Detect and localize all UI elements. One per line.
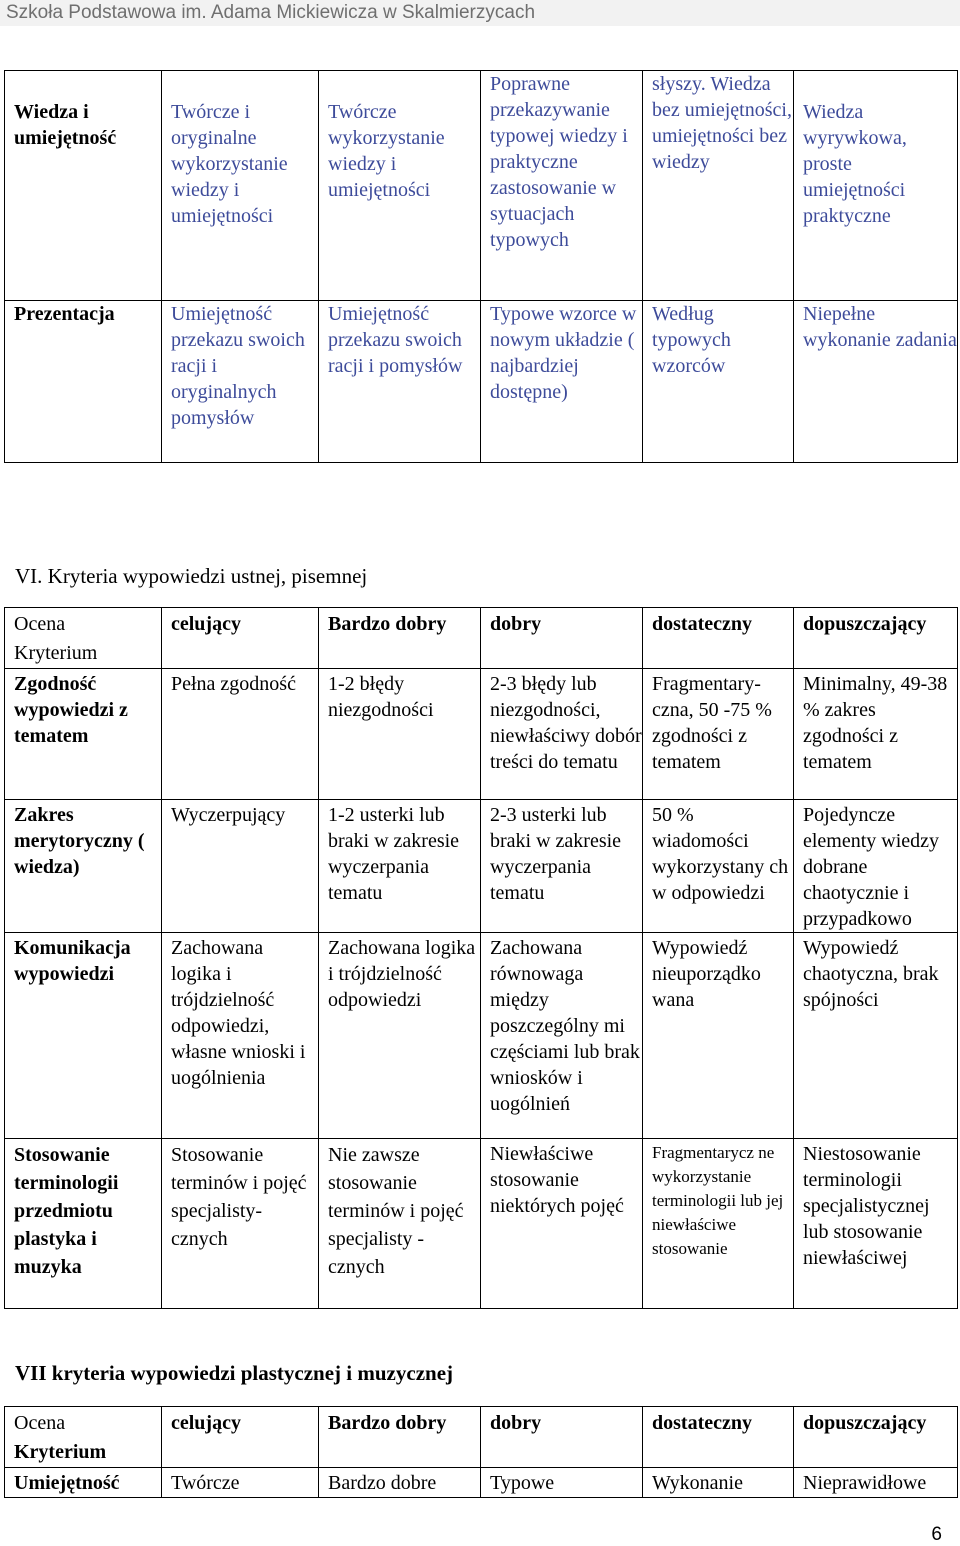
grade-dostateczny: dostateczny [643, 1407, 794, 1468]
table-cell: 50 % wiadomości wykorzystany ch w odpowiedzi [643, 800, 794, 933]
grade-dobry: dobry [481, 608, 643, 669]
table-cell: Twórcze [162, 1468, 319, 1498]
row-label-topic-consistency: Zgodność wypowiedzi z tematem [5, 669, 162, 800]
table-cell: słyszy. Wiedza bez umiejętności, umiejętności bez wiedzy [643, 71, 794, 301]
table-cell: Poprawne przekazywanie typowej wiedzy i praktyczne zastosowanie w sytuacjach typowych [481, 71, 643, 301]
header-kryterium: Kryterium [14, 642, 98, 664]
table-cell: Umiejętność przekazu swoich racji i pomysłów [319, 301, 481, 463]
table-cell: Według typowych wzorców [643, 301, 794, 463]
table-cell: Fragmentary-czna, 50 -75 % zgodności z tematem [643, 669, 794, 800]
table-row [5, 669, 958, 800]
knowledge-table [4, 70, 958, 463]
table-cell: Zachowana logika i trójdzielność odpowiedzi [319, 933, 481, 1139]
grade-dobry: dobry [481, 1407, 643, 1468]
table-row [5, 1139, 958, 1309]
row-label-skill: Umiejętność [5, 1468, 162, 1498]
table-cell: Twórcze i oryginalne wykorzystanie wiedzy i umiejętności [162, 71, 319, 301]
header-kryterium: Kryterium [14, 1441, 107, 1463]
table-row [5, 301, 958, 463]
table-cell: Wypowiedź nieuporządko wana [643, 933, 794, 1139]
page-header [0, 0, 960, 26]
row-label-presentation: Prezentacja [5, 301, 162, 463]
table-cell: Pojedyncze elementy wiedzy dobrane chaotycznie i przypadkowo [794, 800, 958, 933]
table-cell: Typowe wzorce w nowym układzie ( najbardziej dostępne) [481, 301, 643, 463]
table-cell: Niewłaściwe stosowanie niektórych pojęć [481, 1139, 643, 1309]
table-cell: Typowe [481, 1468, 643, 1498]
table-cell: Wiedza wyrywkowa, proste umiejętności praktyczne [794, 71, 958, 301]
table-cell: Zachowana logika i trójdzielność odpowiedzi, własne wnioski i uogólnienia [162, 933, 319, 1139]
grade-celujacy: celujący [162, 1407, 319, 1468]
table-cell: Wykonanie [643, 1468, 794, 1498]
row-label-knowledge: Wiedza i umiejętność [5, 71, 162, 301]
table-cell: 1-2 błędy niezgodności [319, 669, 481, 800]
table-cell: 2-3 błędy lub niezgodności, niewłaściwy dobór treści do tematu [481, 669, 643, 800]
table-cell: Niestosowanie terminologii specjalistycznej lub stosowanie niewłaściwej [794, 1139, 958, 1309]
table-cell: Wypowiedź chaotyczna, brak spójności [794, 933, 958, 1139]
table-cell: Twórcze wykorzystanie wiedzy i umiejętności [319, 71, 481, 301]
table-cell: Nieprawidłowe [794, 1468, 958, 1498]
row-label-terminology: Stosowanie terminologii przedmiotu plastyka i muzyka [5, 1139, 162, 1309]
grade-bardzo-dobry: Bardzo dobry [319, 608, 481, 669]
grade-dopuszczajacy: dopuszczający [794, 608, 958, 669]
grade-dostateczny: dostateczny [643, 608, 794, 669]
art-music-criteria-table [4, 1406, 958, 1498]
oral-written-criteria-table [4, 607, 958, 1309]
table-cell: Fragmentarycz ne wykorzystanie terminologii lub jej niewłaściwe stosowanie [643, 1139, 794, 1309]
table-cell: 2-3 usterki lub braki w zakresie wyczerpania tematu [481, 800, 643, 933]
table-row [5, 1468, 958, 1498]
table-row [5, 800, 958, 933]
table-cell: 1-2 usterki lub braki w zakresie wyczerpania tematu [319, 800, 481, 933]
row-label-communication: Komunikacja wypowiedzi [5, 933, 162, 1139]
grade-bardzo-dobry: Bardzo dobry [319, 1407, 481, 1468]
table-header-row [5, 1407, 958, 1468]
section-6-title: VI. Kryteria wypowiedzi ustnej, pisemnej [15, 564, 368, 588]
row-label-content-scope: Zakres merytoryczny ( wiedza) [5, 800, 162, 933]
header-ocena: Ocena [14, 613, 66, 635]
table-cell: Umiejętność przekazu swoich racji i oryginalnych pomysłów [162, 301, 319, 463]
grade-celujacy: celujący [162, 608, 319, 669]
section-7-title: VII kryteria wypowiedzi plastycznej i muzycznej [15, 1361, 454, 1385]
table-cell: Minimalny, 49-38 % zakres zgodności z tematem [794, 669, 958, 800]
header-ocena: Ocena [14, 1412, 66, 1434]
table-cell: Wyczerpujący [162, 800, 319, 933]
table-row [5, 71, 958, 301]
table-cell: Nie zawsze stosowanie terminów i pojęć specjalisty - cznych [319, 1139, 481, 1309]
table-header-row [5, 608, 958, 669]
table-row [5, 933, 958, 1139]
page-number: 6 [931, 1524, 942, 1545]
table-cell: Niepełne wykonanie zadania [794, 301, 958, 463]
grade-dopuszczajacy: dopuszczający [794, 1407, 958, 1468]
table-cell: Pełna zgodność [162, 669, 319, 800]
table-cell: Zachowana równowaga między poszczególny mi częściami lub brak wniosków i uogólnień [481, 933, 643, 1139]
table-cell: Stosowanie terminów i pojęć specjalisty-cznych [162, 1139, 319, 1309]
table-cell: Bardzo dobre [319, 1468, 481, 1498]
school-name: Szkoła Podstawowa im. Adama Mickiewicza w Skalmierzycach [6, 2, 536, 23]
